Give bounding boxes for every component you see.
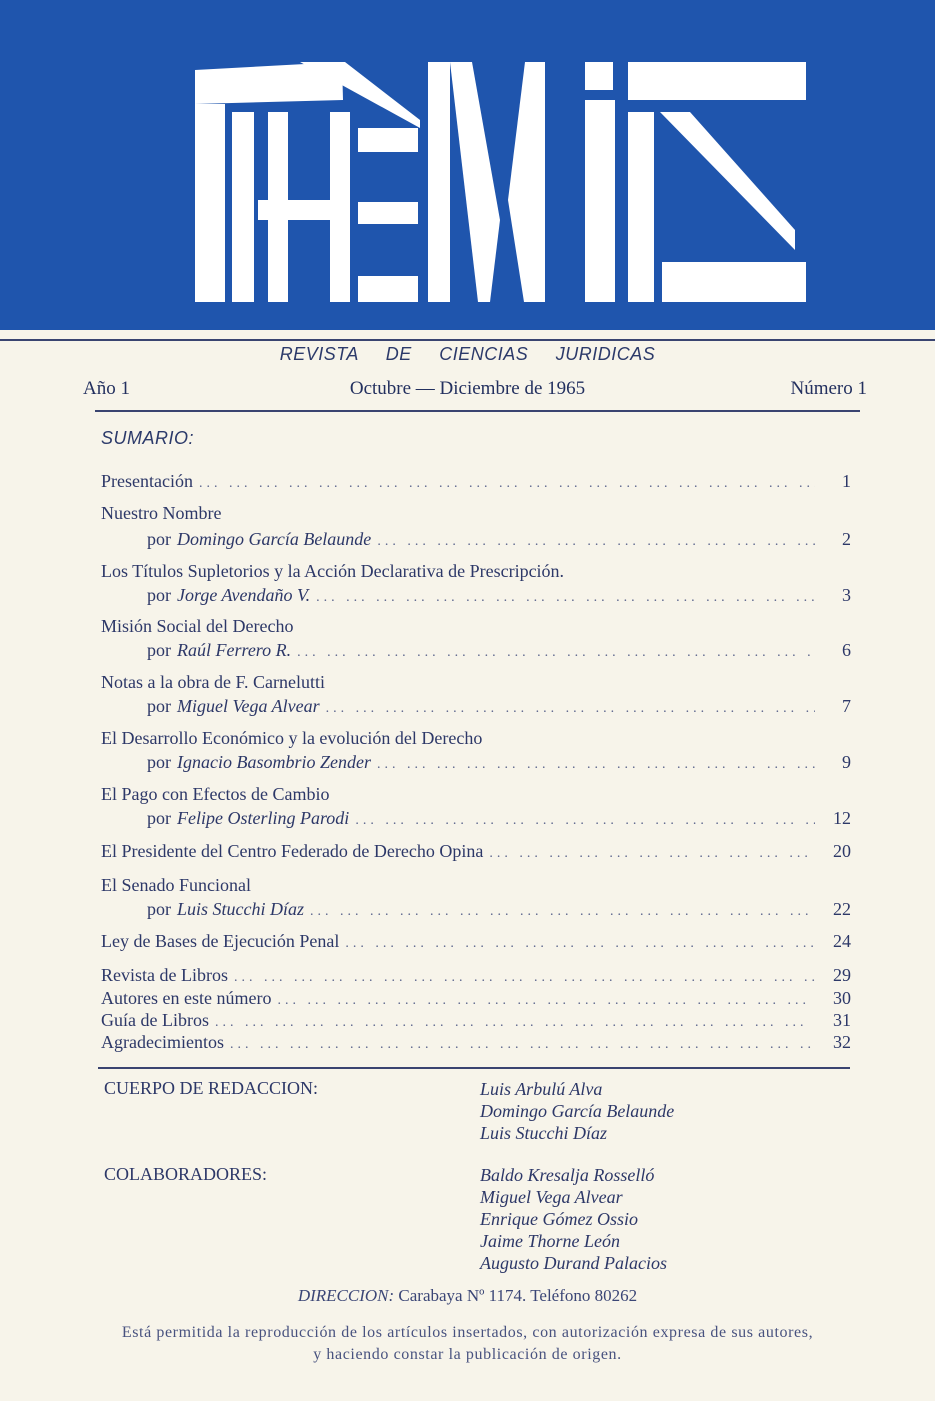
toc-leader-dots: [355, 810, 815, 832]
toc-entry-author-line: [147, 751, 851, 773]
issue-number: Número 1: [790, 378, 867, 399]
toc-entry-title: Misión Social del Derecho: [101, 616, 294, 636]
contents-rule: [98, 1067, 850, 1069]
redaccion-names: [480, 1078, 674, 1144]
address-label: DIRECCION:: [297, 1286, 395, 1305]
toc-entry-title: Los Títulos Supletorios y la Acción Declarativa de Prescripción.: [101, 561, 565, 581]
toc-entry-title: El Presidente del Centro Federado de Derecho Opina: [101, 841, 484, 861]
toc-entry-title: Presentación: [101, 471, 193, 491]
toc-page-number: 6: [842, 640, 851, 660]
toc-author: Luis Stucchi Díaz: [177, 899, 305, 919]
year-label: Año 1: [83, 378, 130, 399]
toc-page-number: 1: [842, 471, 851, 491]
redaccion-label: CUERPO DE REDACCION:: [104, 1078, 319, 1098]
toc-page-number: 3: [842, 585, 851, 605]
toc-entry-title: El Pago con Efectos de Cambio: [101, 784, 330, 804]
info-rule: [95, 410, 860, 412]
toc-entry-author-line: [147, 639, 851, 661]
reproduction-note: Está permitida la reproducción de los artículos insertados, con autorización expresa de sus autores, y haciendo constar la publicación de origen.: [121, 1324, 814, 1363]
toc-author: Domingo García Belaunde: [177, 529, 372, 549]
toc-entry-author-line: [147, 528, 851, 550]
toc-page-number: 9: [842, 752, 851, 772]
toc-entry-title: Ley de Bases de Ejecución Penal: [101, 931, 340, 951]
colaborador-name: Baldo Kresalja Rosselló: [480, 1165, 655, 1185]
journal-subtitle: REVISTA DE CIENCIAS JURIDICAS: [279, 344, 656, 364]
toc-entry: [101, 1031, 851, 1053]
toc-page-number: 30: [833, 988, 851, 1008]
redaccion-name: Domingo García Belaunde: [480, 1101, 675, 1121]
redaccion-name: Luis Arbulú Alva: [480, 1079, 603, 1099]
toc-author: Ignacio Basombrio Zender: [177, 752, 371, 772]
masthead-banner: [0, 0, 935, 330]
header-rule: [0, 339, 935, 341]
toc-entry-title: Guía de Libros: [101, 1010, 209, 1030]
toc-entry: [101, 930, 851, 952]
contents-heading: SUMARIO:: [101, 428, 195, 448]
toc-leader-dots: [297, 642, 815, 664]
toc-entry-title: El Senado Funcional: [101, 875, 251, 895]
toc-leader-dots: [489, 843, 815, 865]
colaborador-name: Jaime Thorne León: [480, 1231, 620, 1251]
toc-leader-dots: [234, 967, 815, 989]
toc-page-number: 24: [833, 931, 851, 951]
toc-entry-author-line: [147, 584, 851, 606]
address-value: Carabaya Nº 1174. Teléfono 80262: [398, 1286, 638, 1305]
toc-leader-dots: [377, 754, 815, 776]
toc-leader-dots: [199, 473, 815, 495]
colaboradores-label: COLABORADORES:: [104, 1164, 268, 1184]
toc-leader-dots: [345, 933, 815, 955]
colaborador-name: Miguel Vega Alvear: [480, 1187, 623, 1207]
themis-logo: [0, 0, 935, 330]
issue-date: Octubre — Diciembre de 1965: [349, 378, 586, 399]
toc-page-number: 31: [833, 1010, 851, 1030]
toc-page-number: 2: [842, 529, 851, 549]
toc-author: Raúl Ferrero R.: [177, 640, 292, 660]
toc-author: Jorge Avendaño V.: [177, 585, 311, 605]
toc-entry-author-line: [147, 898, 851, 920]
toc-entry-title: Agradecimientos: [101, 1032, 224, 1052]
toc-by: por: [147, 696, 171, 716]
toc-by: por: [147, 640, 171, 660]
toc-entry-title: Notas a la obra de F. Carnelutti: [101, 672, 325, 692]
toc-by: por: [147, 529, 171, 549]
toc-page-number: 20: [833, 841, 851, 861]
colaboradores-names: [480, 1164, 667, 1274]
colaborador-name: Augusto Durand Palacios: [480, 1253, 667, 1273]
address-line: [0, 1286, 935, 1306]
toc-leader-dots: [230, 1034, 815, 1056]
toc-entry-title: El Desarrollo Económico y la evolución del Derecho: [101, 728, 483, 748]
toc-leader-dots: [326, 698, 815, 720]
toc-entry: [101, 470, 851, 492]
toc-entry-title: Autores en este número: [101, 988, 272, 1008]
toc-entry-title: Revista de Libros: [101, 965, 228, 985]
toc-leader-dots: [316, 587, 815, 609]
toc-author: Miguel Vega Alvear: [177, 696, 320, 716]
toc-by: por: [147, 899, 171, 919]
toc-entry: [101, 840, 851, 862]
redaccion-name: Luis Stucchi Díaz: [480, 1123, 608, 1143]
toc-page-number: 22: [833, 899, 851, 919]
toc-author: Felipe Osterling Parodi: [177, 808, 350, 828]
toc-page-number: 29: [833, 965, 851, 985]
toc-by: por: [147, 808, 171, 828]
toc-leader-dots: [377, 531, 815, 553]
toc-entry-author-line: [147, 807, 851, 829]
toc-by: por: [147, 752, 171, 772]
toc-entry: [101, 964, 851, 986]
toc-by: por: [147, 585, 171, 605]
toc-leader-dots: [310, 901, 815, 923]
toc-entry: [101, 987, 851, 1009]
toc-entry-author-line: [147, 695, 851, 717]
toc-page-number: 7: [842, 696, 851, 716]
toc-page-number: 12: [833, 808, 851, 828]
colaborador-name: Enrique Gómez Ossio: [480, 1209, 638, 1229]
toc-entry-title: Nuestro Nombre: [101, 503, 222, 523]
toc-entry: [101, 1009, 851, 1031]
toc-page-number: 32: [833, 1032, 851, 1052]
